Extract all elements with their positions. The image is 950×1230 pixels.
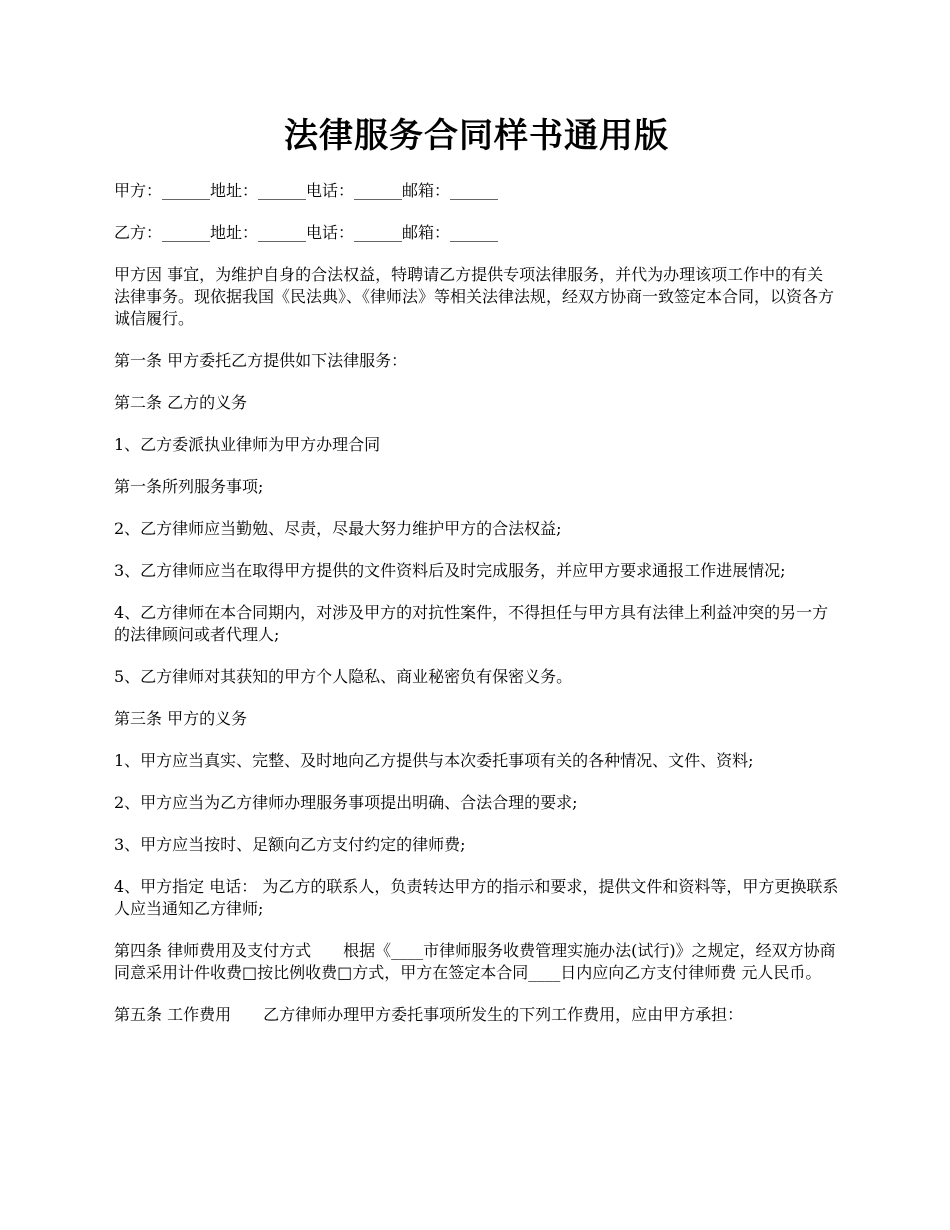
article-2-heading: 第二条 乙方的义务 — [114, 393, 248, 412]
article-4: 第四条 律师费用及支付方式 根据《____市律师服务收费管理实施办法(试行)》之规定，经双方协商同意采用计件收费□按比例收费□方式，甲方在签定本合同____日内应向乙方支付律师费 元人民币。 — [114, 941, 836, 982]
article-3-clause-1: 1、甲方应当真实、完整、及时地向乙方提供与本次委托事项有关的各种情况、文件、资料; — [114, 751, 754, 770]
party-a-info: 甲方：______地址：______电话：______邮箱：______ — [114, 181, 499, 200]
document-title: 法律服务合同样书通用版 — [284, 116, 669, 156]
article-3-clause-3: 3、甲方应当按时、足额向乙方支付约定的律师费; — [114, 835, 466, 854]
article-2-clause-2: 2、乙方律师应当勤勉、尽责，尽最大努力维护甲方的合法权益; — [114, 519, 562, 538]
article-2-clause-5: 5、乙方律师对其获知的甲方个人隐私、商业秘密负有保密义务。 — [114, 667, 573, 686]
article-1-heading: 第一条 甲方委托乙方提供如下法律服务： — [114, 351, 408, 370]
document-page — [114, 0, 839, 1230]
article-2-clause-3: 3、乙方律师应当在取得甲方提供的文件资料后及时完成服务，并应甲方要求通报工作进展情况; — [114, 561, 786, 580]
article-2-clause-1: 1、乙方委派执业律师为甲方办理合同 — [114, 435, 381, 454]
preamble: 甲方因 事宜，为维护自身的合法权益，特聘请乙方提供专项法律服务，并代为办理该项工作中的有关法律事务。现依据我国《民法典》、《律师法》等相关法律法规，经双方协商一致签定本合同，以资各方诚信履行。 — [114, 265, 835, 328]
document-body — [114, 180, 839, 1046]
article-2-clause-4: 4、乙方律师在本合同期内，对涉及甲方的对抗性案件，不得担任与甲方具有法律上利益冲突的另一方的法律顾问或者代理人; — [114, 603, 829, 644]
article-5: 第五条 工作费用 乙方律师办理甲方委托事项所发生的下列工作费用，应由甲方承担： — [114, 1005, 744, 1024]
party-b-info: 乙方：______地址：______电话：______邮箱：______ — [114, 223, 499, 242]
article-3-clause-2: 2、甲方应当为乙方律师办理服务事项提出明确、合法合理的要求; — [114, 793, 578, 812]
article-3-clause-4: 4、甲方指定 电话： 为乙方的联系人，负责转达甲方的指示和要求，提供文件和资料等，甲方更换联系人应当通知乙方律师; — [114, 877, 839, 918]
article-3-heading: 第三条 甲方的义务 — [114, 709, 248, 728]
article-2-clause-1-cont: 第一条所列服务事项; — [114, 477, 264, 496]
